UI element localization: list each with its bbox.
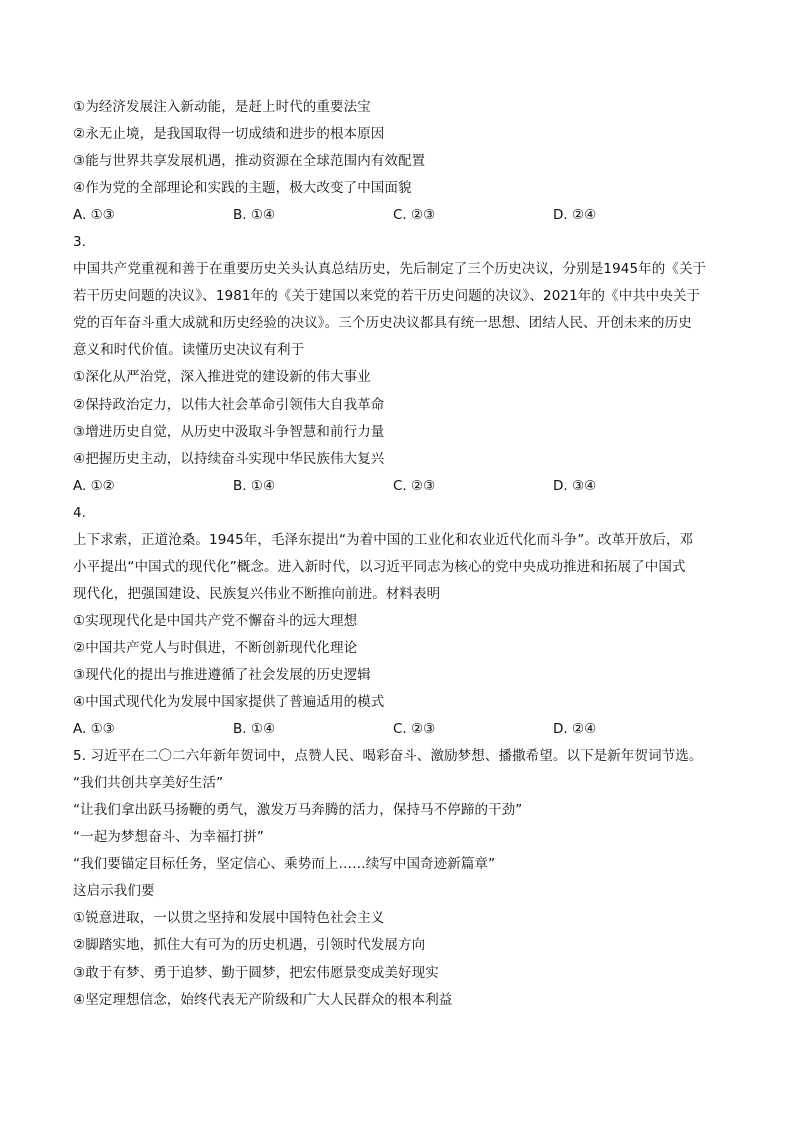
question-prompt: 这启示我们要 xyxy=(73,883,155,900)
question-stem-line: 中国共产党重视和善于在重要历史关头认真总结历史，先后制定了三个历史决议，分别是1945年的《关于 xyxy=(73,261,707,278)
question-stem-line: 若干历史问题的决议》、1981年的《关于建国以来党的若干历史问题的决议》、2021年的《中共中央关于 xyxy=(73,288,701,305)
option-d: D. ②④ xyxy=(553,721,597,738)
question-5 xyxy=(73,743,721,1013)
statement: ②保持政治定力，以伟大社会革命引领伟大自我革命 xyxy=(73,396,385,413)
question-number: 4. xyxy=(73,504,86,521)
statement: ③现代化的提出与推进遵循了社会发展的历史逻辑 xyxy=(73,666,371,683)
statement: ①深化从严治党，深入推进党的建设新的伟大事业 xyxy=(73,369,371,386)
statement: ④作为党的全部理论和实践的主题，极大改变了中国面貌 xyxy=(73,180,412,197)
question-number: 3. xyxy=(73,234,86,251)
answer-options xyxy=(73,202,721,229)
question-stem-line: 党的百年奋斗重大成就和历史经验的决议》。三个历史决议都具有统一思想、团结人民、开创未来的历史 xyxy=(73,315,692,332)
option-a: A. ①③ xyxy=(73,207,115,224)
statement: ③增进历史自觉，从历史中汲取斗争智慧和前行力量 xyxy=(73,423,385,440)
statement: ④坚定理想信念，始终代表无产阶级和广大人民群众的根本利益 xyxy=(73,991,453,1008)
statement: ③能与世界共享发展机遇，推动资源在全球范围内有效配置 xyxy=(73,153,426,170)
statement: ①锐意进取，一以贯之坚持和发展中国特色社会主义 xyxy=(73,910,385,927)
answer-options xyxy=(73,716,721,743)
statement: ②脚踏实地，抓住大有可为的历史机遇，引领时代发展方向 xyxy=(73,937,426,954)
quote: “一起为梦想奋斗、为幸福打拼” xyxy=(73,829,264,846)
option-b: B. ①④ xyxy=(233,721,276,738)
option-b: B. ①④ xyxy=(233,477,276,494)
option-d: D. ②④ xyxy=(553,207,597,224)
question-3 xyxy=(73,229,721,499)
quote: “我们共创共享美好生活” xyxy=(73,775,224,792)
question-stem-line: 意义和时代价值。读懂历史决议有利于 xyxy=(73,342,305,359)
question-stem-line: 上下求索，正道沧桑。1945年，毛泽东提出“为着中国的工业化和农业近代化而斗争”。改革开放后，邓 xyxy=(73,531,694,548)
option-c: C. ②③ xyxy=(393,477,436,494)
statement: ④把握历史主动，以持续奋斗实现中华民族伟大复兴 xyxy=(73,450,385,467)
question-4 xyxy=(73,500,721,743)
statement: ③敢于有梦、勇于追梦、勤于圆梦，把宏伟愿景变成美好现实 xyxy=(73,964,439,981)
statement: ①为经济发展注入新动能，是赶上时代的重要法宝 xyxy=(73,99,371,115)
question-stem: 5. 习近平在二〇二六年新年贺词中，点赞人民、喝彩奋斗、激励梦想、播撒希望。以下是新年贺词节选。 xyxy=(73,748,703,765)
statement: ①实现现代化是中国共产党不懈奋斗的远大理想 xyxy=(73,612,358,629)
option-d: D. ③④ xyxy=(553,477,597,494)
option-a: A. ①② xyxy=(73,477,115,494)
question-stem-line: 小平提出“中国式的现代化”概念。进入新时代，以习近平同志为核心的党中央成功推进和拓展了中国式 xyxy=(73,558,686,575)
statement: ②中国共产党人与时俱进，不断创新现代化理论 xyxy=(73,639,358,656)
statement: ④中国式现代化为发展中国家提供了普遍适用的模式 xyxy=(73,694,385,711)
question-2 xyxy=(73,94,721,229)
question-stem-line: 现代化，把强国建设、民族复兴伟业不断推向前进。材料表明 xyxy=(73,585,441,602)
option-c: C. ②③ xyxy=(393,721,436,738)
quote: “让我们拿出跃马扬鞭的勇气，激发万马奔腾的活力，保持马不停蹄的干劲” xyxy=(73,802,523,819)
statement: ②永无止境，是我国取得一切成绩和进步的根本原因 xyxy=(73,126,385,143)
option-b: B. ①④ xyxy=(233,207,276,224)
quote: “我们要锚定目标任务，坚定信心、乘势而上……续写中国奇迹新篇章” xyxy=(73,856,496,873)
page-content xyxy=(73,94,721,1014)
option-c: C. ②③ xyxy=(393,207,436,224)
option-a: A. ①③ xyxy=(73,721,115,738)
answer-options xyxy=(73,473,721,500)
